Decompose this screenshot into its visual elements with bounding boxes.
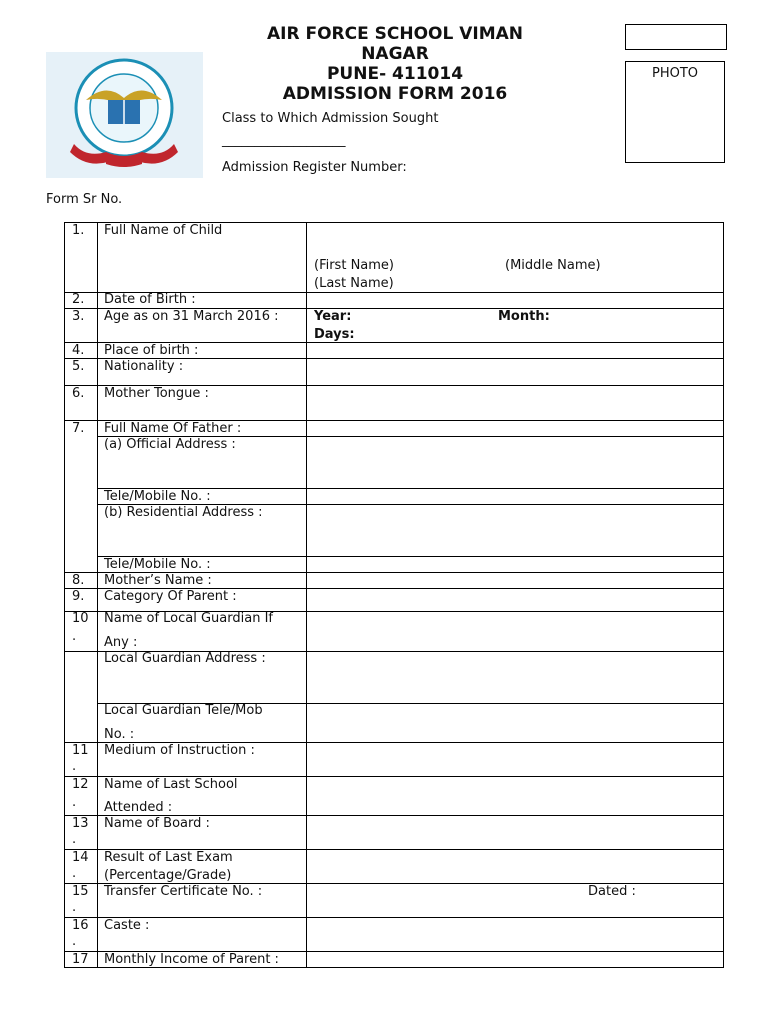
place-of-birth-input[interactable] [307, 343, 723, 358]
field-label-tele-official: Tele/Mobile No. : [104, 489, 211, 504]
official-address-input[interactable] [307, 437, 723, 488]
row-number: 16 [72, 918, 89, 933]
row-number-dot: . [72, 832, 77, 847]
table-border-left [64, 222, 65, 968]
row-number: 10 [72, 611, 89, 626]
form-sr-no-label: Form Sr No. [46, 192, 123, 207]
row-number-dot: . [72, 759, 77, 774]
field-label-residential-address: (b) Residential Address : [104, 505, 263, 520]
field-label-father-name: Full Name Of Father : [104, 421, 242, 436]
age-year-label: Year: [314, 309, 352, 324]
row-number: 7. [72, 421, 85, 436]
field-label-mother-name: Mother’s Name : [104, 573, 212, 588]
row-number-dot: . [72, 900, 77, 915]
row-number-dot: . [72, 795, 77, 810]
field-label-age: Age as on 31 March 2016 : [104, 309, 279, 324]
row-number-dot: . [72, 934, 77, 949]
row-number: 11 [72, 743, 89, 758]
field-label-guardian-tele-cont: No. : [104, 727, 135, 742]
row-number: 5. [72, 359, 85, 374]
title-line: NAGAR [361, 44, 429, 64]
residential-address-input[interactable] [307, 505, 723, 556]
tc-dated-label: Dated : [588, 884, 636, 899]
row-number: 14 [72, 850, 89, 865]
row-number: 1. [72, 223, 85, 238]
class-sought-blank[interactable]: ___________________ [222, 133, 346, 148]
field-label-dob: Date of Birth : [104, 292, 196, 307]
field-label-official-address: (a) Official Address : [104, 437, 236, 452]
age-days-label: Days: [314, 327, 355, 342]
father-name-input[interactable] [307, 421, 723, 436]
row-number: 15 [72, 884, 89, 899]
form-number-box[interactable] [625, 24, 727, 50]
field-label-income: Monthly Income of Parent : [104, 952, 279, 967]
title-line: ADMISSION FORM 2016 [282, 84, 508, 104]
nationality-input[interactable] [307, 359, 723, 385]
photo-box[interactable] [625, 61, 725, 163]
school-logo [46, 52, 203, 178]
row-number-dot: . [72, 866, 77, 881]
field-label-mother-tongue: Mother Tongue : [104, 386, 209, 401]
school-title [235, 24, 555, 104]
category-input[interactable] [307, 589, 723, 611]
table-border-right [723, 222, 724, 968]
field-label-place-of-birth: Place of birth : [104, 343, 199, 358]
field-label-result-cont: (Percentage/Grade) [104, 868, 232, 883]
row-number: 17 [72, 952, 89, 967]
field-label-last-school-cont: Attended : [104, 800, 173, 815]
row-number: 6. [72, 386, 85, 401]
age-month-label: Month: [498, 309, 550, 324]
first-name-label: (First Name) [314, 258, 394, 273]
middle-name-label: (Middle Name) [505, 258, 601, 273]
field-label-board: Name of Board : [104, 816, 210, 831]
field-label-medium: Medium of Instruction : [104, 743, 255, 758]
title-line: AIR FORCE SCHOOL VIMAN [266, 24, 524, 44]
register-number-label: Admission Register Number: [222, 160, 407, 175]
row-number: 3. [72, 309, 85, 324]
field-label-caste: Caste : [104, 918, 150, 933]
table-col-divider [97, 222, 98, 968]
mother-name-input[interactable] [307, 573, 723, 588]
row-number: 12 [72, 777, 89, 792]
row-number: 9. [72, 589, 85, 604]
field-label-tele-residential: Tele/Mobile No. : [104, 557, 211, 572]
field-label-guardian-tele: Local Guardian Tele/Mob [104, 703, 263, 718]
photo-label: PHOTO [651, 66, 699, 81]
row-line [64, 917, 724, 918]
field-label-local-guardian-cont: Any : [104, 635, 138, 650]
field-label-guardian-address: Local Guardian Address : [104, 651, 266, 666]
field-label-tc: Transfer Certificate No. : [104, 884, 263, 899]
last-name-label: (Last Name) [314, 276, 394, 291]
mother-tongue-input[interactable] [307, 386, 723, 420]
field-label-last-school: Name of Last School [104, 777, 238, 792]
field-label-category: Category Of Parent : [104, 589, 237, 604]
row-number: 13 [72, 816, 89, 831]
field-label-nationality: Nationality : [104, 359, 184, 374]
child-name-input[interactable] [307, 223, 723, 292]
title-line: PUNE- 411014 [326, 64, 464, 84]
field-label-result: Result of Last Exam [104, 850, 233, 865]
row-number: 4. [72, 343, 85, 358]
row-number: 2. [72, 292, 85, 307]
row-number-dot: . [72, 629, 77, 644]
row-number: 8. [72, 573, 85, 588]
dob-input[interactable] [307, 293, 723, 308]
field-label-child-name: Full Name of Child [104, 223, 223, 238]
field-label-local-guardian: Name of Local Guardian If [104, 611, 273, 626]
class-sought-label: Class to Which Admission Sought [222, 111, 439, 126]
